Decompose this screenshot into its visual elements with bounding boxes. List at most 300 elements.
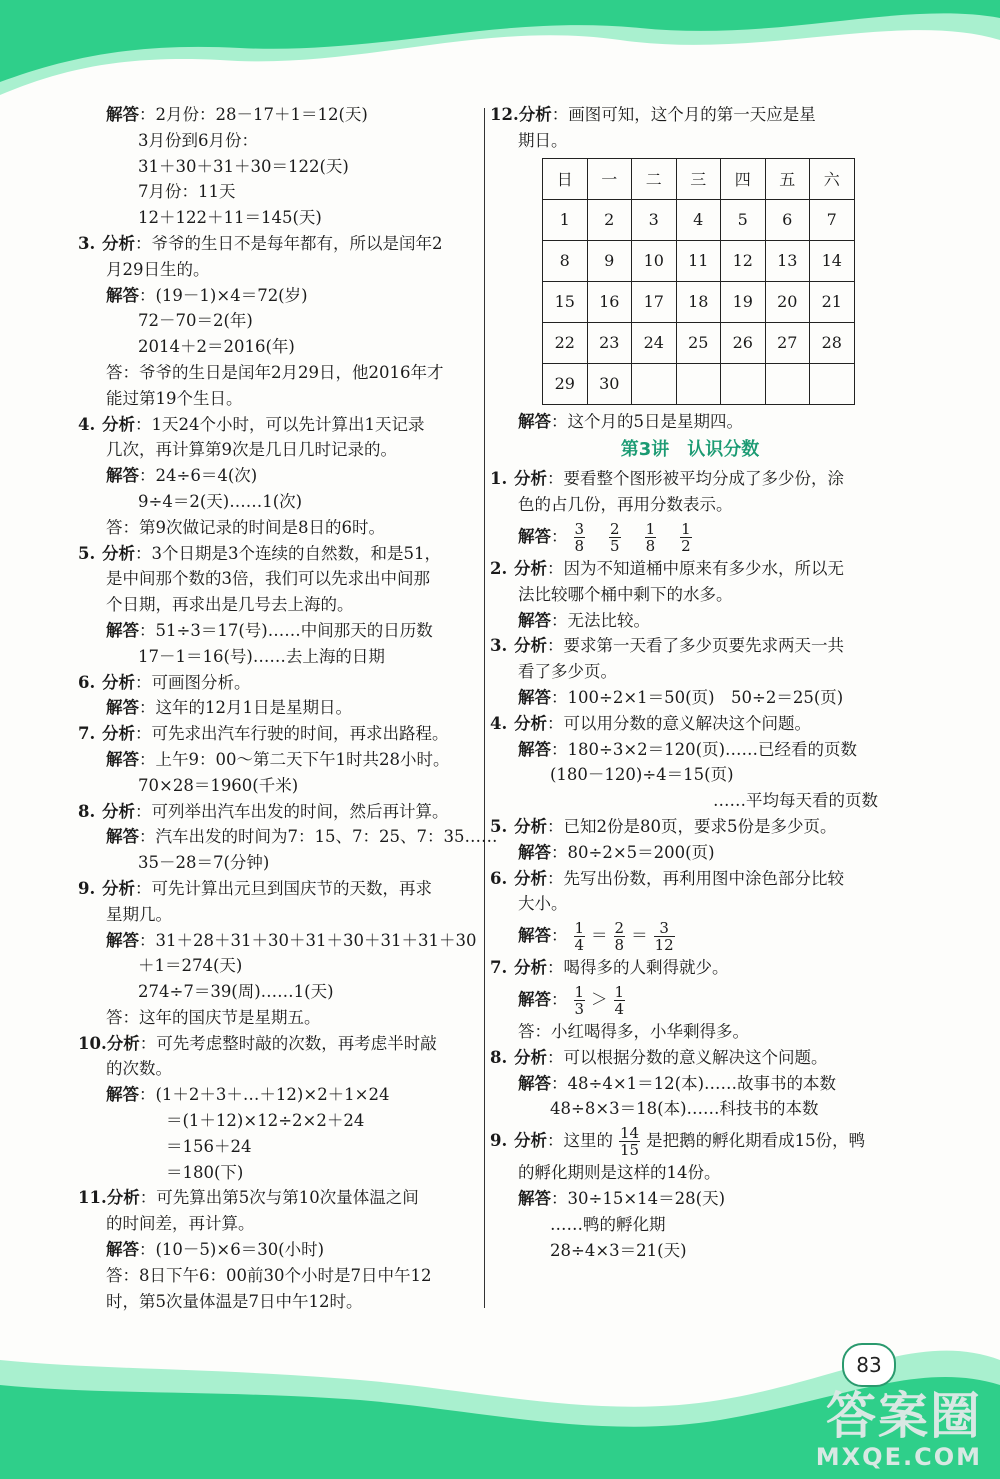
- denominator: 15: [620, 1141, 640, 1160]
- text-line: [490, 1238, 890, 1264]
- line-text: ：可以根据分数的意义解决这个问题。: [547, 1047, 828, 1067]
- calendar-header-cell: 六: [810, 158, 855, 199]
- question-line: [78, 876, 478, 902]
- text-line: [490, 582, 890, 608]
- question-9: [490, 1122, 890, 1160]
- fraction: [609, 521, 621, 554]
- text-line: [78, 644, 478, 670]
- analysis-label: 分析: [102, 724, 135, 744]
- line-text: ：要求第一天看了多少页要先求两天一共: [547, 636, 844, 656]
- question-number: 4.: [490, 713, 508, 733]
- q1-fraction-answer: [490, 518, 890, 556]
- line-text: 17－1＝16(号)……去上海的日期: [138, 646, 385, 666]
- calendar-cell: 3: [632, 199, 677, 240]
- text-line: [78, 257, 478, 283]
- text-line: [78, 179, 478, 205]
- answer-line: [490, 1186, 890, 1212]
- calendar-cell: 28: [810, 322, 855, 363]
- analysis-label: 分析: [514, 816, 547, 836]
- line-text: 答：第9次做记录的时间是8日的6时。: [106, 517, 385, 537]
- text-line: [78, 386, 478, 412]
- line-text: ：100÷2×1＝50(页) 50÷2＝25(页): [551, 687, 844, 707]
- calendar-cell: 14: [810, 240, 855, 281]
- answer-label: 解答: [106, 698, 139, 718]
- line-text: ：上午9：00～第二天下午1时共28小时。: [139, 749, 450, 769]
- separator: ：: [551, 926, 568, 946]
- calendar-cell: [632, 363, 677, 404]
- line-text: ：30÷15×14＝28(天): [551, 1188, 726, 1208]
- calendar-cell: 10: [632, 240, 677, 281]
- text-line: [490, 1019, 890, 1045]
- fraction: [574, 920, 586, 953]
- fraction-operator: ＝: [631, 926, 648, 946]
- analysis-label: 分析: [514, 1131, 547, 1151]
- question-line: [490, 466, 890, 492]
- line-text: ：2月份：28－17＋1＝12(天): [139, 105, 368, 124]
- line-text: 星期几。: [106, 904, 172, 924]
- fraction: [614, 984, 626, 1017]
- question-line: [78, 799, 478, 825]
- calendar-cell: [721, 363, 766, 404]
- line-text: 274÷7＝39(周)……1(天): [138, 982, 334, 1002]
- text-line: [490, 891, 890, 917]
- text-line: [78, 1056, 478, 1082]
- text-line: [490, 1212, 890, 1238]
- line-text: ：24÷6＝4(次): [139, 466, 258, 486]
- text-line: [78, 360, 478, 386]
- answer-line: [78, 1237, 478, 1263]
- text-line: [490, 659, 890, 685]
- answer-label: 解答: [518, 989, 551, 1009]
- line-text: 9÷4＝2(天)……1(次): [138, 491, 303, 511]
- analysis-text-cont: 期日。: [518, 130, 568, 150]
- fraction: [614, 920, 626, 953]
- line-text: 3月份到6月份：: [138, 130, 258, 150]
- question-line: [78, 721, 478, 747]
- text-line: [78, 1160, 478, 1186]
- line-text: ＝(1＋12)×12÷2×2＋24: [166, 1111, 365, 1131]
- denominator: 5: [610, 536, 620, 555]
- text-line: [490, 762, 890, 788]
- text-line: [78, 1289, 478, 1315]
- question-number: 8.: [78, 801, 96, 821]
- question-number: 10.: [78, 1033, 107, 1053]
- calendar-header-cell: 一: [587, 158, 632, 199]
- answer-label: 解答: [106, 105, 139, 124]
- line-text: 色的占几份，再用分数表示。: [518, 495, 733, 515]
- analysis-label: 分析: [102, 878, 135, 898]
- answer-label: 解答: [106, 285, 139, 305]
- calendar-row: [543, 199, 855, 240]
- answer-line: [78, 928, 478, 954]
- line-text: 时，第5次量体温是7日中午12时。: [106, 1291, 363, 1311]
- analysis-label: 分析: [106, 1188, 140, 1208]
- calendar-cell: 15: [543, 281, 588, 322]
- line-text: 7月份：11天: [138, 182, 236, 202]
- line-text: ＝156＋24: [166, 1136, 252, 1156]
- separator: ：: [551, 989, 568, 1009]
- line-text: ：可以用分数的意义解决这个问题。: [547, 713, 811, 733]
- calendar-cell: 12: [721, 240, 766, 281]
- question-number: 5.: [490, 816, 508, 836]
- analysis-label: 分析: [514, 1047, 547, 1067]
- line-text: ：可先计算出元旦到国庆节的天数，再求: [135, 878, 432, 898]
- question-number: 9.: [78, 878, 96, 898]
- line-text: ：31＋28＋31＋30＋31＋30＋31＋31＋30: [139, 930, 477, 950]
- line-text: ……平均每天看的页数: [713, 791, 878, 811]
- text-line: [78, 205, 478, 231]
- question-number: 7.: [490, 958, 508, 978]
- text-line: [78, 773, 478, 799]
- denominator: 4: [614, 999, 625, 1018]
- text-line: [78, 1211, 478, 1237]
- text-line: [78, 154, 478, 180]
- text-line: [78, 437, 478, 463]
- answer-line: [490, 737, 890, 763]
- analysis-text: ：喝得多的人剩得就少。: [547, 958, 729, 978]
- numerator: 1: [645, 519, 656, 538]
- line-text: ：汽车出发的时间为7：15、7：25、7：35……: [139, 827, 498, 847]
- text-line: [78, 1263, 478, 1289]
- line-text: 12＋122＋11＝145(天): [138, 208, 322, 228]
- text-line: [78, 308, 478, 334]
- numerator: 2: [614, 919, 625, 938]
- right-column: [490, 102, 890, 1263]
- answer-label: 解答: [518, 411, 551, 431]
- line-text: ：可先求出汽车行驶的时间，再求出路程。: [135, 724, 449, 744]
- answer-label: 解答: [106, 930, 139, 950]
- calendar-cell: 24: [632, 322, 677, 363]
- denominator: 12: [654, 936, 674, 955]
- calendar-cell: [810, 363, 855, 404]
- fraction-operator: ＝: [591, 926, 608, 946]
- question-number: 12.: [490, 105, 519, 124]
- calendar-row: [543, 240, 855, 281]
- question-number: 7.: [78, 724, 96, 744]
- text-line: [78, 128, 478, 154]
- right-block-2: [490, 556, 890, 917]
- question-number: 1.: [490, 469, 508, 489]
- analysis-label: 分析: [514, 636, 547, 656]
- calendar-cell: 6: [765, 199, 810, 240]
- answer-line: [78, 695, 478, 721]
- analysis-label: 分析: [514, 868, 547, 888]
- calendar-cell: 5: [721, 199, 766, 240]
- line-text: 答：爷爷的生日是闰年2月29日，他2016年才: [106, 362, 444, 382]
- analysis-label: 分析: [514, 713, 547, 733]
- numerator: 3: [654, 920, 675, 937]
- question-number: 11.: [78, 1188, 107, 1208]
- fraction-operator: ＞: [591, 989, 608, 1009]
- calendar-row: [543, 322, 855, 363]
- analysis-label: 分析: [514, 558, 547, 578]
- line-text: ：可先考虑整时敲的次数，再考虑半时敲: [139, 1033, 437, 1053]
- question-line: [78, 1185, 478, 1211]
- analysis-label: 分析: [102, 543, 135, 563]
- analysis-text: ：画图可知，这个月的第一天应是星: [551, 105, 816, 124]
- numerator: 1: [614, 982, 625, 1001]
- line-text: ：80÷2×5＝200(页): [551, 842, 715, 862]
- question-line: [490, 866, 890, 892]
- answer-line: [78, 618, 478, 644]
- calendar-table: [542, 158, 855, 405]
- text-line: [490, 788, 890, 814]
- section-title: 第3讲 认识分数: [620, 439, 760, 461]
- calendar-cell: 4: [676, 199, 721, 240]
- line-text: 28÷4×3＝21(天): [550, 1240, 687, 1260]
- calendar-cell: 23: [587, 322, 632, 363]
- answer-line: [78, 747, 478, 773]
- line-text: 31＋30＋31＋30＝122(天): [138, 156, 349, 176]
- answer-label: 解答: [518, 926, 551, 946]
- line-text: (180－120)÷4＝15(页): [550, 765, 734, 785]
- line-text: ：180÷3×2＝120(页)……已经看的页数: [551, 739, 858, 759]
- calendar-cell: 9: [587, 240, 632, 281]
- line-text: ：3个日期是3个连续的自然数，和是51，: [135, 543, 441, 563]
- calendar-cell: 7: [810, 199, 855, 240]
- text-line: [78, 850, 478, 876]
- line-text: 个日期，再求出是几号去上海的。: [106, 595, 354, 615]
- fraction: [574, 521, 586, 554]
- calendar-cell: 27: [765, 322, 810, 363]
- column-divider: [484, 108, 485, 1308]
- question-line: [78, 541, 478, 567]
- denominator: 4: [574, 936, 585, 955]
- analysis-label: 分析: [102, 672, 135, 692]
- denominator: 3: [574, 999, 585, 1018]
- answer-text: ：这个月的5日是星期四。: [551, 411, 743, 431]
- answer-label: 解答: [518, 1188, 551, 1208]
- calendar-row: [543, 363, 855, 404]
- calendar-cell: 25: [676, 322, 721, 363]
- question-number: 5.: [78, 543, 96, 563]
- line-text: ……鸭的孵化期: [550, 1214, 666, 1234]
- calendar-cell: 16: [587, 281, 632, 322]
- right-block-1: [490, 466, 890, 518]
- line-text: 答：8日下午6：00前30个小时是7日中午12: [106, 1265, 432, 1285]
- line-text: 72－70＝2(年): [138, 311, 253, 331]
- answer-line: [490, 608, 890, 634]
- fraction: [574, 984, 586, 1017]
- calendar-row: [543, 281, 855, 322]
- line-text: 能过第19个生日。: [106, 388, 243, 408]
- denominator: 8: [574, 536, 585, 555]
- calendar-cell: 13: [765, 240, 810, 281]
- analysis-label: 分析: [102, 233, 135, 253]
- line-text: ＝180(下): [166, 1162, 244, 1182]
- question-number: 9.: [490, 1131, 508, 1151]
- question-line: [490, 711, 890, 737]
- line-text: 是中间那个数的3倍，我们可以先求出中间那: [106, 569, 430, 589]
- answer-line: [78, 824, 498, 850]
- line-text: 法比较哪个桶中剩下的水多。: [518, 584, 733, 604]
- question-number: 6.: [490, 868, 508, 888]
- numerator: 3: [574, 519, 585, 538]
- calendar-cell: 1: [543, 199, 588, 240]
- fraction: [654, 920, 675, 953]
- answer-label: 解答: [106, 1085, 139, 1105]
- answer-line: [78, 1082, 478, 1108]
- watermark-url: MXQE.COM: [815, 1443, 982, 1471]
- question-line: [490, 1045, 890, 1071]
- calendar-cell: 20: [765, 281, 810, 322]
- text-line: [78, 953, 478, 979]
- answer-label: 解答: [106, 1240, 139, 1260]
- line-text: 几次，再计算第9次是几日几时记录的。: [106, 440, 397, 460]
- question-7: [490, 955, 890, 981]
- question-number: 8.: [490, 1047, 508, 1067]
- line-text: ：1天24个小时，可以先计算出1天记录: [135, 414, 425, 434]
- line-text: ：爷爷的生日不是每年都有，所以是闰年2: [135, 233, 443, 253]
- answer-label: 解答: [106, 827, 139, 847]
- question-line: [78, 1031, 478, 1057]
- page-number: 83: [842, 1343, 896, 1387]
- q7-fraction-answer: [490, 981, 890, 1019]
- analysis-label: 分析: [102, 801, 135, 821]
- text-line: [78, 1108, 478, 1134]
- line-text: ：这年的12月1日是星期日。: [139, 698, 352, 718]
- calendar-header-row: [543, 158, 855, 199]
- calendar-cell: 29: [543, 363, 588, 404]
- answer-line: [78, 283, 478, 309]
- line-text: 的时间差，再计算。: [106, 1214, 255, 1234]
- left-column: [78, 102, 498, 1314]
- text-line: [78, 592, 478, 618]
- line-text: 答：小红喝得多，小华剩得多。: [518, 1021, 749, 1041]
- answer-label: 解答: [518, 842, 551, 862]
- text-line: [490, 1096, 890, 1122]
- text-line: [78, 489, 478, 515]
- analysis-label: 分析: [102, 414, 135, 434]
- numerator: 2: [610, 519, 620, 538]
- question-line: [490, 556, 890, 582]
- watermark: [816, 1388, 982, 1470]
- line-text: ：51÷3＝17(号)……中间那天的日历数: [139, 620, 433, 640]
- line-text: ：可列举出汽车出发的时间，然后再计算。: [135, 801, 449, 821]
- fraction: [619, 1125, 640, 1158]
- denominator: 8: [645, 536, 656, 555]
- text-line: [78, 1005, 478, 1031]
- question-12: [490, 102, 890, 434]
- line-text: 2014＋2＝2016(年): [138, 337, 295, 357]
- calendar-cell: 30: [587, 363, 632, 404]
- q6-fraction-answer: [490, 917, 890, 955]
- answer-label: 解答: [518, 610, 551, 630]
- line-text: 48÷8×3＝18(本)……科技书的本数: [550, 1099, 819, 1119]
- line-text: ：48÷4×1＝12(本)……故事书的本数: [551, 1073, 837, 1093]
- fraction: [680, 521, 692, 554]
- line-text: 答：这年的国庆节是星期五。: [106, 1007, 321, 1027]
- analysis-label: 分析: [106, 1033, 140, 1053]
- line-text: 的孵化期则是这样的14份。: [518, 1163, 721, 1183]
- answer-line: [490, 1071, 890, 1097]
- separator: ：: [551, 526, 568, 546]
- calendar-cell: 18: [676, 281, 721, 322]
- answer-label: 解答: [106, 466, 139, 486]
- question-line: [490, 633, 890, 659]
- text-line: [78, 902, 478, 928]
- question-number: 6.: [78, 672, 96, 692]
- numerator: 14: [620, 1124, 640, 1143]
- question-line: [78, 231, 478, 257]
- answer-label: 解答: [518, 1073, 551, 1093]
- calendar-cell: 8: [543, 240, 588, 281]
- analysis-label: 分析: [514, 469, 547, 489]
- analysis-text: 是把鹅的孵化期看成15份，鸭: [646, 1131, 866, 1151]
- calendar-header-cell: 二: [632, 158, 677, 199]
- line-text: 的次数。: [106, 1059, 172, 1079]
- calendar-cell: 17: [632, 281, 677, 322]
- calendar-cell: 22: [543, 322, 588, 363]
- line-text: ：可先算出第5次与第10次量体温之间: [139, 1188, 419, 1208]
- question-number: 3.: [490, 636, 508, 656]
- denominator: 2: [681, 536, 691, 555]
- calendar-cell: 2: [587, 199, 632, 240]
- text-line: [78, 515, 478, 541]
- line-text: ：(19－1)×4＝72(岁): [139, 285, 308, 305]
- text-line: [78, 979, 478, 1005]
- answer-label: 解答: [518, 739, 551, 759]
- calendar-header-cell: 四: [721, 158, 766, 199]
- fraction: [645, 521, 657, 554]
- calendar-cell: [676, 363, 721, 404]
- calendar-header-cell: 五: [765, 158, 810, 199]
- text-line: [490, 492, 890, 518]
- answer-label: 解答: [518, 526, 551, 546]
- analysis-label: 分析: [518, 105, 552, 124]
- denominator: 8: [614, 936, 625, 955]
- text-line: [78, 1134, 478, 1160]
- line-text: ：已知2份是80页，要求5份是多少页。: [547, 816, 837, 836]
- analysis-label: 分析: [514, 958, 547, 978]
- calendar-header-cell: 日: [543, 158, 588, 199]
- question-number: 4.: [78, 414, 96, 434]
- line-text: ：(1＋2＋3＋…＋12)×2＋1×24: [139, 1085, 390, 1105]
- line-text: ：可画图分析。: [135, 672, 251, 692]
- question-number: 3.: [78, 233, 96, 253]
- line-text: ：先写出份数，再利用图中涂色部分比较: [547, 868, 844, 888]
- answer-label: 解答: [106, 620, 139, 640]
- calendar-cell: 21: [810, 281, 855, 322]
- numerator: 1: [681, 519, 691, 538]
- line-text: 月29日生的。: [106, 259, 210, 279]
- answer-line: [78, 102, 478, 128]
- calendar-cell: 19: [721, 281, 766, 322]
- answer-line: [78, 463, 478, 489]
- numerator: 1: [574, 919, 585, 938]
- question-line: [490, 814, 890, 840]
- answer-label: 解答: [106, 749, 139, 769]
- line-text: 35－28＝7(分钟): [138, 853, 270, 873]
- answer-label: 解答: [518, 687, 551, 707]
- line-text: ：要看整个图形被平均分成了多少份，涂: [547, 469, 844, 489]
- text-line: [490, 1160, 890, 1186]
- right-block-4: [490, 1160, 890, 1263]
- line-text: ＋1＝274(天): [138, 956, 243, 976]
- calendar-cell: 11: [676, 240, 721, 281]
- question-line: [78, 412, 478, 438]
- answer-line: [490, 840, 890, 866]
- line-text: ：因为不知道桶中原来有多少水，所以无: [547, 558, 844, 578]
- text-line: [78, 566, 478, 592]
- line-text: ：无法比较。: [551, 610, 650, 630]
- line-text: 70×28＝1960(千米): [138, 775, 299, 795]
- question-number: 2.: [490, 558, 508, 578]
- numerator: 1: [574, 982, 585, 1001]
- line-text: 看了多少页。: [518, 662, 617, 682]
- calendar-cell: [765, 363, 810, 404]
- question-line: [78, 670, 478, 696]
